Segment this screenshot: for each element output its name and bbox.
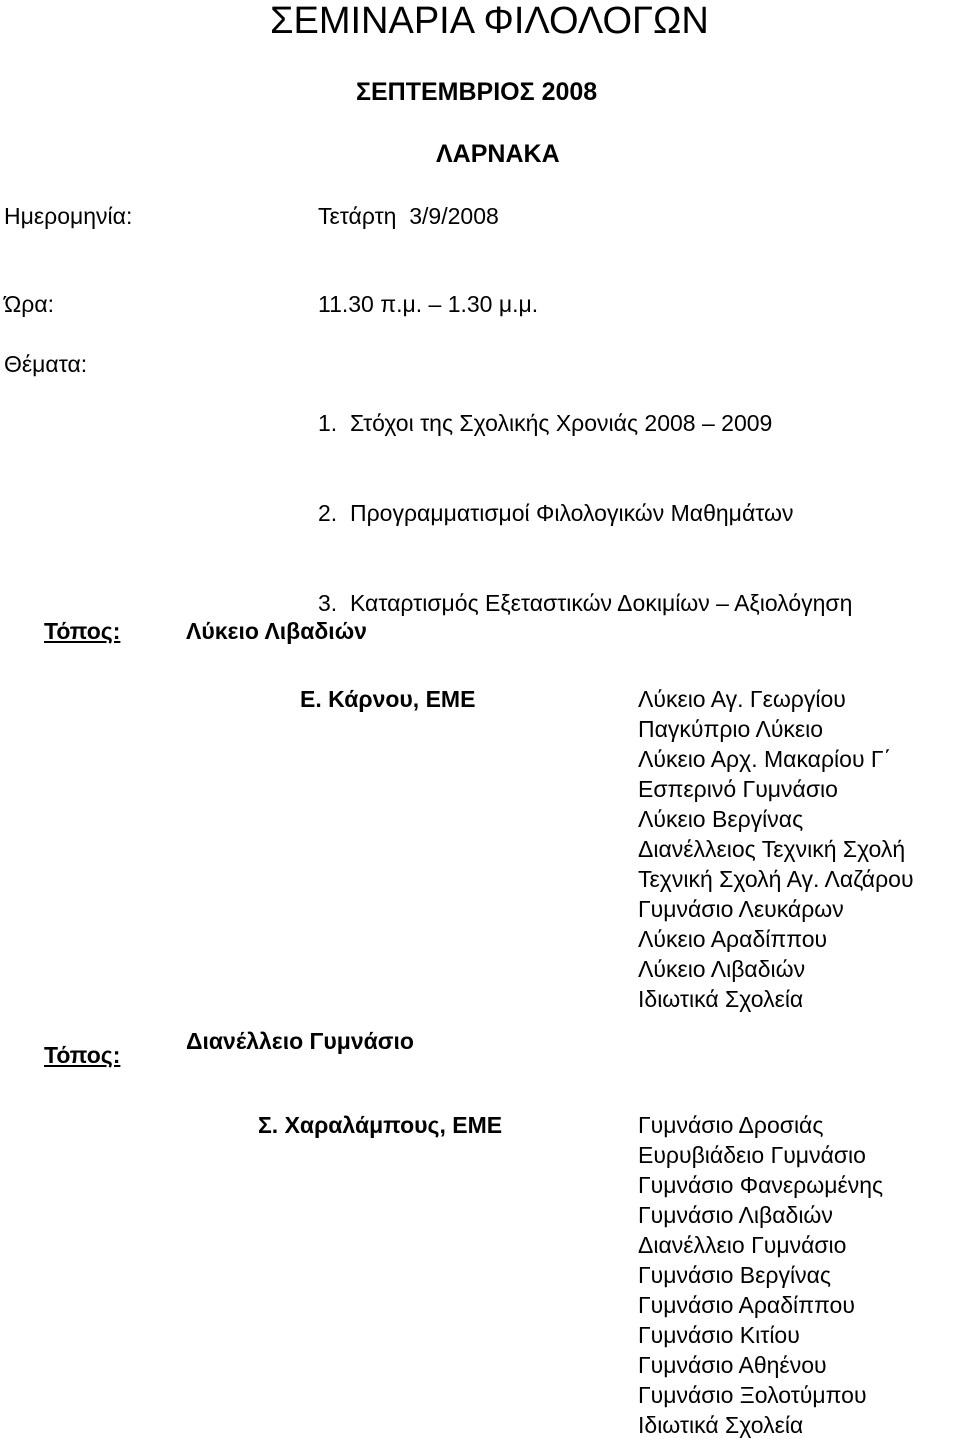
time-value: 11.30 π.μ. – 1.30 μ.μ. <box>318 291 539 317</box>
list-item: Λύκειο Αγ. Γεωργίου <box>638 686 846 712</box>
date-label: Ημερομηνία: <box>4 203 133 229</box>
list-item: Παγκύπριο Λύκειο <box>638 716 824 742</box>
venue1-label: Τόπος: <box>44 618 121 644</box>
topics-list <box>318 348 852 648</box>
list-item: Γυμνάσιο Κιτίου <box>638 1322 800 1348</box>
list-item: Τεχνική Σχολή Αγ. Λαζάρου <box>638 866 914 892</box>
list-item: Γυμνάσιο Αραδίππου <box>638 1292 855 1318</box>
list-item: Λύκειο Λιβαδιών <box>638 956 806 982</box>
venue2-place: Διανέλλειο Γυμνάσιο <box>186 1028 414 1054</box>
list-item: Λύκειο Αραδίππου <box>638 926 828 952</box>
list-item: Γυμνάσιο Λιβαδιών <box>638 1202 833 1228</box>
venue1-place: Λύκειο Λιβαδιών <box>186 618 367 644</box>
topics-label: Θέματα: <box>4 351 88 377</box>
list-item: Ιδιωτικά Σχολεία <box>638 1412 804 1438</box>
list-item: Γυμνάσιο Λευκάρων <box>638 896 844 922</box>
venue1-school-list <box>638 684 914 1014</box>
venue2-label: Τόπος: <box>44 1042 121 1068</box>
list-item: 1. Στόχοι της Σχολικής Χρονιάς 2008 – 2009 <box>318 410 773 436</box>
city-heading: ΛΑΡΝΑΚΑ <box>436 140 560 168</box>
list-item: Γυμνάσιο Βεργίνας <box>638 1262 831 1288</box>
page-title: ΣΕΜΙΝΑΡΙΑ ΦΙΛΟΛΟΓΩΝ <box>270 0 709 42</box>
list-item: Εσπερινό Γυμνάσιο <box>638 776 838 802</box>
list-item: Λύκειο Βεργίνας <box>638 806 804 832</box>
list-item: Λύκειο Αρχ. Μακαρίου Γ΄ <box>638 746 892 772</box>
list-item: Διανέλλειος Τεχνική Σχολή <box>638 836 906 862</box>
list-item: Γυμνάσιο Δροσιάς <box>638 1112 824 1138</box>
list-item: Διανέλλειο Γυμνάσιο <box>638 1232 847 1258</box>
list-item: Γυμνάσιο Φανερωμένης <box>638 1172 884 1198</box>
time-label: Ώρα: <box>4 291 55 317</box>
list-item: 2. Προγραμματισμοί Φιλολογικών Μαθημάτων <box>318 500 794 526</box>
venue2-instructor: Σ. Χαραλάμπους, ΕΜΕ <box>258 1112 503 1138</box>
month-heading: ΣΕΠΤΕΜΒΡΙΟΣ 2008 <box>356 78 598 106</box>
list-item: Ιδιωτικά Σχολεία <box>638 986 804 1012</box>
list-item: Γυμνάσιο Αθηένου <box>638 1352 827 1378</box>
list-item: Γυμνάσιο Ξολοτύμπου <box>638 1382 867 1408</box>
list-item: Ευρυβιάδειο Γυμνάσιο <box>638 1142 866 1168</box>
date-value: Τετάρτη 3/9/2008 <box>318 203 499 229</box>
venue1-instructor: Ε. Κάρνου, ΕΜΕ <box>300 686 476 712</box>
list-item: 3. Καταρτισμός Εξεταστικών Δοκιμίων – Αξιολόγηση <box>318 590 853 616</box>
venue2-school-list <box>638 1110 883 1440</box>
